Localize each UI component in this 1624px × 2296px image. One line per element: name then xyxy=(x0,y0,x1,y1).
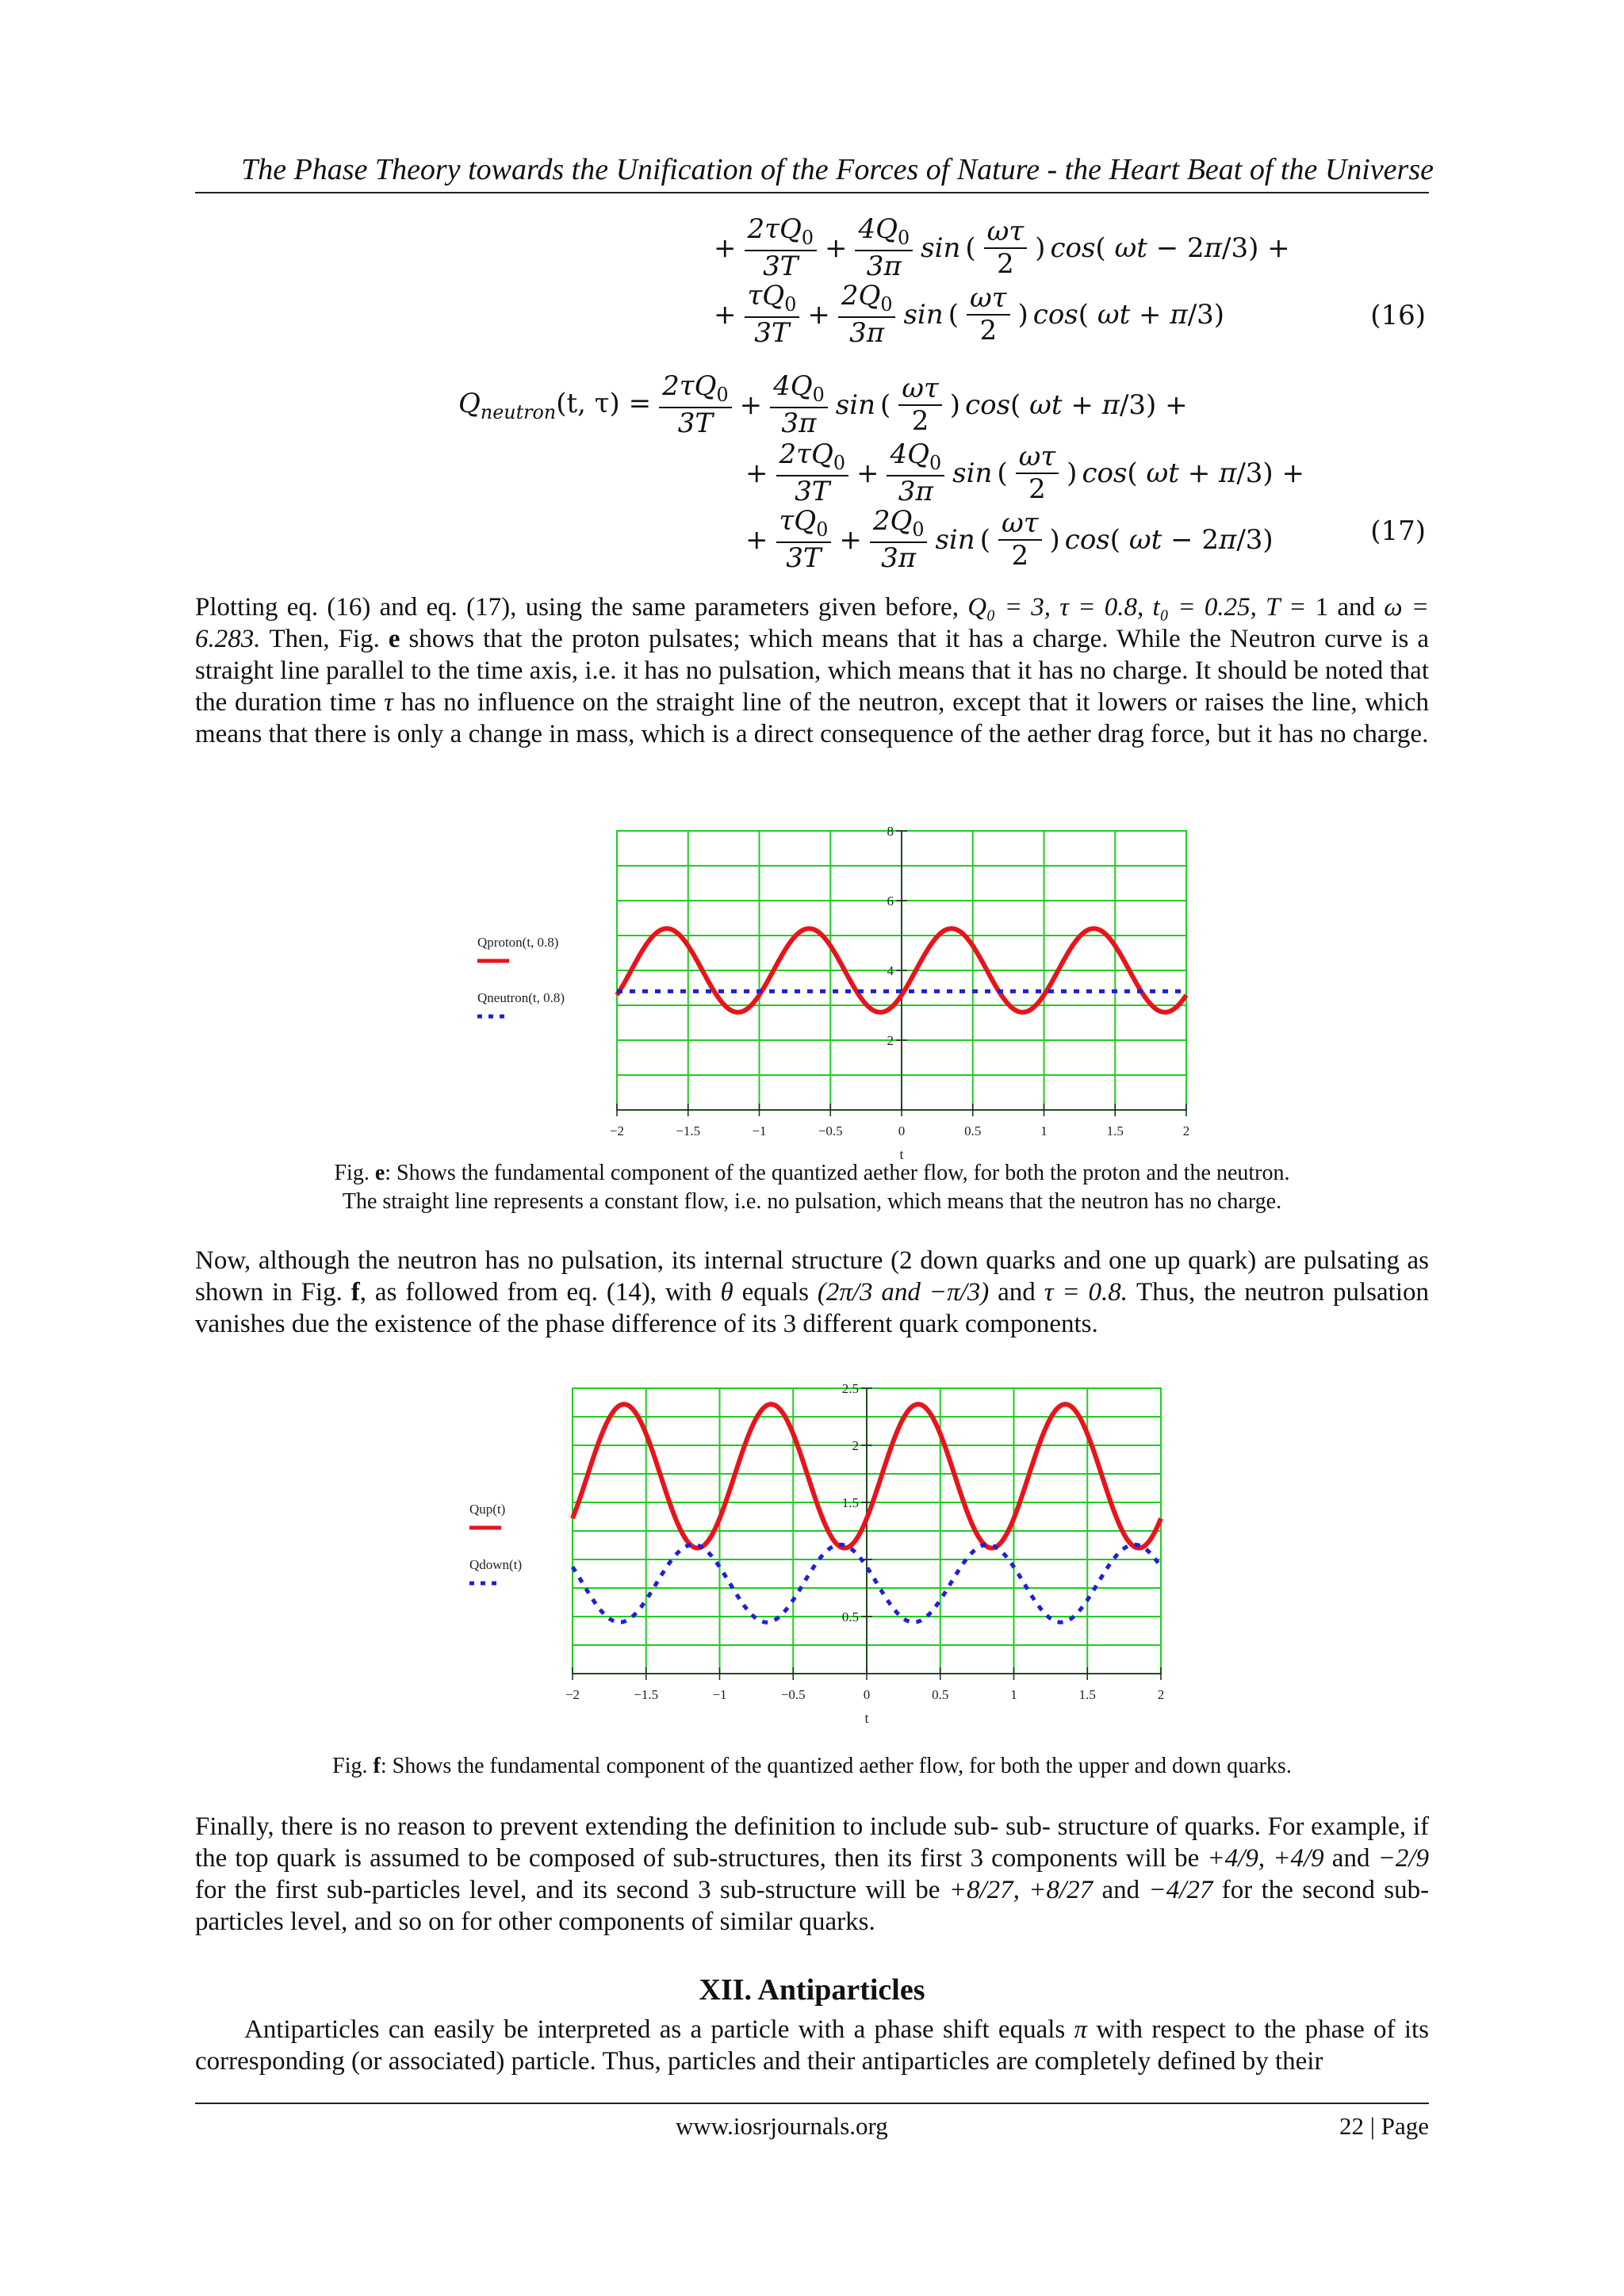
y-tick-label: 4 xyxy=(887,963,894,978)
fig-e-prefix: Fig. xyxy=(334,1161,370,1185)
p2-theta: θ xyxy=(720,1278,733,1307)
legend-label-0: Qup(t) xyxy=(469,1502,506,1517)
figure-e-chart xyxy=(444,817,1205,1165)
paragraph-antiparticles xyxy=(195,2014,1429,2077)
x-tick-label: −1 xyxy=(752,1123,767,1138)
x-axis-label: t xyxy=(864,1710,869,1726)
p2-text-a: Now, although the neutron has no pulsation, its internal structure (2 down quarks and one up quark) are pulsating as shown in Fig. xyxy=(195,1246,1429,1307)
equation-16-line-2: + $\frac{\tau Q_0}{3T}$ + $\frac{2Q_0}{3\pi}$ sin ( $\frac{\omega\tau}{2}$ ) cos( ωt + π/3) xyxy=(714,280,1225,349)
p1-omega: ω = 6.283. xyxy=(195,593,1430,653)
paragraph-neutron-structure xyxy=(195,1245,1429,1340)
p3-value-6: −4/27 xyxy=(1148,1876,1213,1904)
p1-text-c: Then, Fig. xyxy=(269,625,380,653)
p4-pi: π xyxy=(1074,2015,1088,2044)
x-tick-label: 1.5 xyxy=(1106,1123,1124,1138)
equation-16-line-1: + $\frac{2\tau Q_0}{3T}$ + $\frac{4Q_0}{3\pi}$ sin ( $\frac{\omega\tau}{2}$ ) cos( ωt − 2π/3) + xyxy=(714,213,1290,282)
x-tick-label: 2 xyxy=(1182,1123,1190,1138)
figure-f-caption xyxy=(195,1752,1429,1781)
figure-e-caption xyxy=(195,1159,1429,1216)
x-tick-label: 0 xyxy=(863,1687,871,1702)
y-tick-label: 1.5 xyxy=(841,1495,859,1510)
p2-text-b: , as followed from eq. (14), with xyxy=(359,1278,712,1307)
p3-text-e: for the second sub-particles level, and so on for other components of similar quarks. xyxy=(195,1876,1430,1936)
x-tick-label: −0.5 xyxy=(818,1123,843,1138)
eq17-lhs: Q xyxy=(458,387,481,419)
p1-tau: τ xyxy=(384,688,393,717)
p1-text-b: 1 and xyxy=(1315,593,1375,622)
footer-rule xyxy=(195,2103,1429,2104)
p2-text-d: and xyxy=(998,1278,1036,1307)
p1-params: Q₀ = 3, τ = 0.8, t₀ = 0.25, T = xyxy=(967,593,1307,622)
y-tick-label: 2 xyxy=(852,1438,859,1453)
p3-value-4: +8/27, xyxy=(948,1876,1020,1904)
section-heading-antiparticles: XII. Antiparticles xyxy=(699,1973,925,2007)
p3-value-2: +4/9 xyxy=(1273,1844,1324,1873)
header-rule xyxy=(195,192,1429,193)
x-axis-label: t xyxy=(899,1146,904,1162)
p1-fig-ref: e xyxy=(388,625,400,653)
fig-f-letter: f xyxy=(373,1754,381,1778)
p1-text-d: shows that the proton pulsates; which means that it has a charge. While the Neutron curve is a straight line parallel to the time axis, i.e. it has no pulsation, which means that it has no charge. It should be noted that the duration time xyxy=(195,625,1430,717)
equation-17-number: (17) xyxy=(1370,515,1426,547)
x-tick-label: −1.5 xyxy=(634,1687,659,1702)
y-tick-label: 6 xyxy=(887,894,894,909)
x-tick-label: 1 xyxy=(1010,1687,1017,1702)
x-tick-label: −0.5 xyxy=(780,1687,806,1702)
x-tick-label: −1 xyxy=(712,1687,727,1702)
p2-text-e: Thus, the neutron pulsation vanishes due the existence of the phase difference of its 3 different quark components. xyxy=(195,1278,1429,1338)
x-tick-label: −2 xyxy=(565,1687,580,1702)
x-tick-label: 1.5 xyxy=(1078,1687,1096,1702)
x-tick-label: 0.5 xyxy=(964,1123,982,1138)
p2-text-c: equals xyxy=(741,1278,809,1307)
y-tick-label: 2 xyxy=(887,1033,894,1048)
equation-17-line-2: + $\frac{2\tau Q_0}{3T}$ + $\frac{4Q_0}{3\pi}$ sin ( $\frac{\omega\tau}{2}$ ) cos( ωt + π/3) + xyxy=(745,438,1304,507)
fig-e-text: : Shows the fundamental component of the quantized aether flow, for both the proton and the neutron. xyxy=(385,1161,1290,1185)
p3-value-3: −2/9 xyxy=(1377,1844,1430,1873)
fig-e-letter: e xyxy=(374,1161,385,1185)
p2-fig-ref: f xyxy=(350,1278,360,1307)
x-tick-label: 0.5 xyxy=(932,1687,949,1702)
y-tick-label: 2.5 xyxy=(841,1381,859,1396)
p3-value-1: +4/9, xyxy=(1207,1844,1266,1873)
x-tick-label: −1.5 xyxy=(676,1123,701,1138)
p3-text-d: and xyxy=(1101,1876,1140,1904)
equation-17-line-3: + $\frac{\tau Q_0}{3T}$ + $\frac{2Q_0}{3\pi}$ sin ( $\frac{\omega\tau}{2}$ ) cos( ωt − 2π/3) xyxy=(745,505,1274,574)
x-tick-label: 0 xyxy=(898,1123,906,1138)
legend-label-1: Qneutron(t, 0.8) xyxy=(477,990,565,1005)
p2-values: (2π/3 and −π/3) xyxy=(817,1278,990,1307)
legend-label-0: Qproton(t, 0.8) xyxy=(477,935,559,950)
footer-page-number: 22 | Page xyxy=(1339,2112,1429,2140)
p3-text-a: Finally, there is no reason to prevent extending the definition to include sub- sub- structure of quarks. For example, if the top quark is assumed to be composed of sub-structures, then its first 3 components will be xyxy=(195,1812,1429,1873)
p1-text-e: has no influence on the straight line of the neutron, except that it lowers or raises the line, which means that there is only a change in mass, which is a direct consequence of the aether drag force, but it has no charge. xyxy=(195,688,1429,748)
y-tick-label: 8 xyxy=(887,824,894,839)
y-tick-label: 0.5 xyxy=(841,1609,859,1624)
fig-f-prefix: Fig. xyxy=(332,1754,368,1778)
legend-label-1: Qdown(t) xyxy=(469,1557,523,1572)
x-tick-label: −2 xyxy=(609,1123,625,1138)
fig-f-text: : Shows the fundamental component of the quantized aether flow, for both the upper and down quarks. xyxy=(380,1754,1292,1778)
x-tick-label: 2 xyxy=(1157,1687,1165,1702)
footer-url: www.iosrjournals.org xyxy=(676,2112,888,2140)
paragraph-plotting xyxy=(195,591,1429,750)
p3-text-b: and xyxy=(1331,1844,1370,1873)
p4-text-b: with respect to the phase of its corresponding (or associated) particle. Thus, particles and their antiparticles are completely defined by their xyxy=(195,2015,1429,2076)
running-header: The Phase Theory towards the Unification of the Forces of Nature - the Heart Beat of the Universe xyxy=(241,153,1434,186)
p2-tau: τ = 0.8. xyxy=(1044,1278,1128,1307)
figure-f-chart xyxy=(444,1376,1205,1732)
eq17-lhs-sub: neutron xyxy=(480,400,557,423)
equation-17-line-1: $Q_{neutron}(t$, τ) = $\frac{2\tau Q_0}{3T}$ + $\frac{4Q_0}{3\pi}$ sin ( $\frac{\omega\tau}{2}$ ) cos( ωt + π/3) + xyxy=(458,370,1188,439)
p3-text-c: for the first sub-particles level, and its second 3 sub-structure will be xyxy=(195,1876,940,1904)
p4-text-a: Antiparticles can easily be interpreted as a particle with a phase shift equals xyxy=(244,2015,1066,2044)
paragraph-sub-structure xyxy=(195,1811,1429,1938)
p3-value-5: +8/27 xyxy=(1028,1876,1094,1904)
equation-16-number: (16) xyxy=(1370,300,1426,331)
p1-text-a: Plotting eq. (16) and eq. (17), using the same parameters given before, xyxy=(195,593,959,622)
x-tick-label: 1 xyxy=(1040,1123,1048,1138)
fig-e-line2: The straight line represents a constant flow, i.e. no pulsation, which means that the neutron has no charge. xyxy=(342,1189,1282,1214)
eq17-lhs-args: (t, τ) = xyxy=(556,387,652,419)
